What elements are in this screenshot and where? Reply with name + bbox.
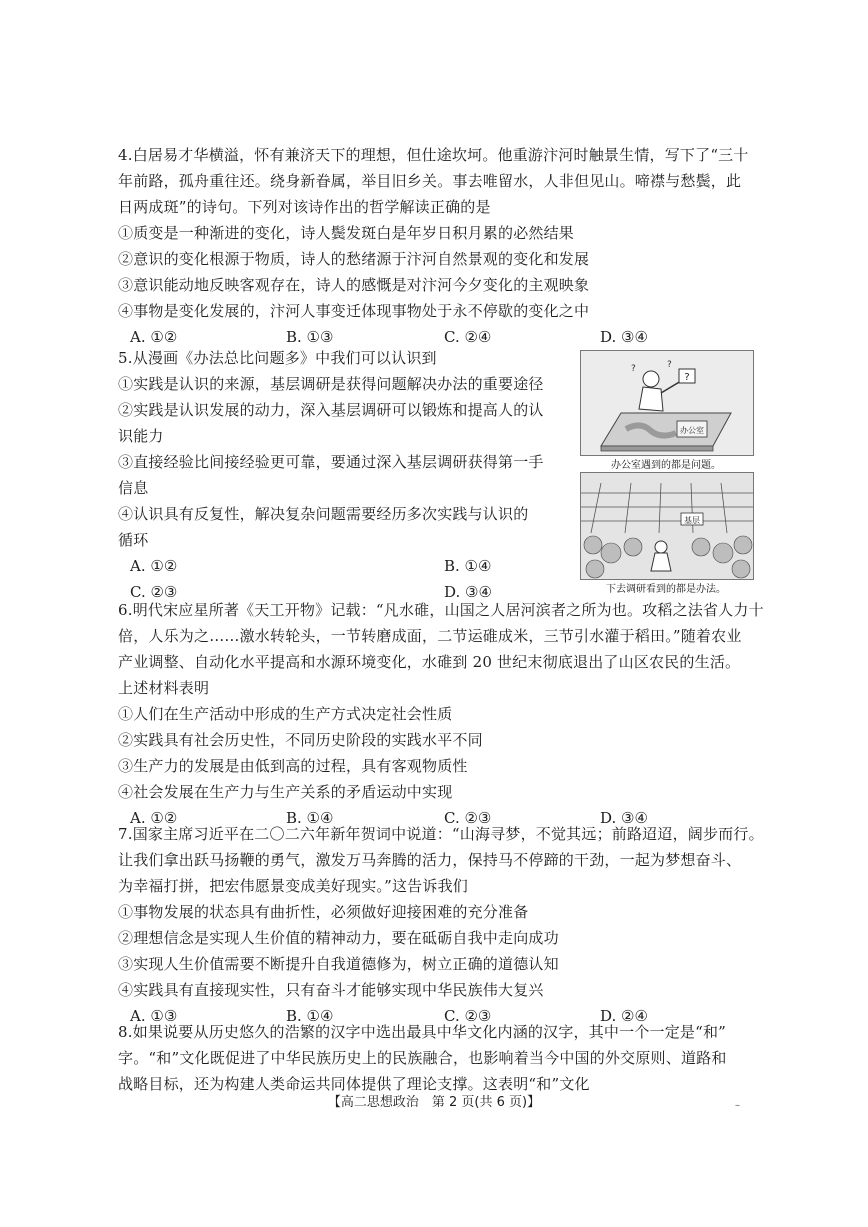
option-c: C. ②③ <box>130 583 178 601</box>
statement-4: ④实践具有直接现实性，只有奋斗才能够实现中华民族伟大复兴 <box>118 981 544 999</box>
question-4 <box>118 142 758 350</box>
svg-text:?: ? <box>631 364 636 374</box>
question-text-line: 5.从漫画《办法总比问题多》中我们可以认识到 <box>118 349 437 367</box>
cartoon-illustration <box>580 350 752 596</box>
answer-options-row-1 <box>118 553 578 579</box>
statement-2-cont: 识能力 <box>118 427 164 445</box>
svg-text:?: ? <box>667 360 672 370</box>
option-a: A. ①③ <box>130 1007 178 1025</box>
question-text-line: 倍，人乐为之……激水转轮头，一节转磨成面，二节运碓成米，三节引水灌于稻田。”随着农业 <box>118 627 742 645</box>
question-text-line: 上述材料表明 <box>118 679 210 697</box>
option-b: B. ①④ <box>286 1007 334 1025</box>
question-text-line: 产业调整、自动化水平提高和水源环境变化，水碓到 20 世纪末彻底退出了山区农民的生活。 <box>118 653 741 671</box>
question-text-line: 8.如果说要从历史悠久的浩繁的汉字中选出最具中华文化内涵的汉字，其中一个一定是“和” <box>118 1023 727 1041</box>
option-b: B. ①④ <box>286 809 334 827</box>
statement-3: ③生产力的发展是由低到高的过程，具有客观物质性 <box>118 757 468 775</box>
question-text-line: 7.国家主席习近平在二〇二六年新年贺词中说道：“山海寻梦，不觉其远；前路迢迢，阔步而行。 <box>118 825 764 843</box>
statement-4-cont: 循环 <box>118 531 149 549</box>
option-c: C. ②③ <box>444 809 492 827</box>
statement-2: ②实践具有社会历史性，不同历史阶段的实践水平不同 <box>118 731 483 749</box>
statement-1: ①人们在生产活动中形成的生产方式决定社会性质 <box>118 705 453 723</box>
question-text-line: 6.明代宋应星所著《天工开物》记载：“凡水碓，山国之人居河滨者之所为也。攻稻之法省人力十 <box>118 601 764 619</box>
option-b: B. ①④ <box>444 557 492 575</box>
option-c: C. ②③ <box>444 1007 492 1025</box>
option-a: A. ①② <box>130 809 178 827</box>
cartoon-office-panel <box>580 350 754 456</box>
option-c: C. ②④ <box>444 328 492 346</box>
page-footer: 【高二思想政治 第 2 页(共 6 页)】 <box>327 1095 541 1110</box>
option-d: D. ②④ <box>600 1007 648 1025</box>
statement-1: ①事物发展的状态具有曲折性，必须做好迎接困难的充分准备 <box>118 903 529 921</box>
question-7 <box>118 821 764 1029</box>
statement-2: ②意识的变化根源于物质，诗人的愁绪源于汴河自然景观的变化和发展 <box>118 250 590 268</box>
cartoon-field-panel <box>580 472 754 580</box>
corner-mark: – <box>735 1100 740 1111</box>
option-d: D. ③④ <box>600 328 648 346</box>
statement-1: ①实践是认识的来源，基层调研是获得问题解决办法的重要途径 <box>118 375 544 393</box>
statement-3: ③意识能动地反映客观存在，诗人的感慨是对汴河今夕变化的主观映象 <box>118 276 590 294</box>
field-caption: 下去调研看到的都是办法。 <box>606 584 726 595</box>
question-text-line: 字。“和”文化既促进了中华民族历史上的民族融合，也影响着当今中国的外交原则、道路和 <box>118 1049 727 1067</box>
statement-2: ②实践是认识发展的动力，深入基层调研可以锻炼和提高人的认 <box>118 401 544 419</box>
office-scene-image <box>581 351 753 455</box>
statement-1: ①质变是一种渐进的变化，诗人鬓发斑白是年岁日积月累的必然结果 <box>118 224 575 242</box>
statement-4: ④事物是变化发展的，汴河人事变迁体现事物处于永不停歇的变化之中 <box>118 302 590 320</box>
question-8 <box>118 1019 758 1097</box>
question-text-line: 为幸福打拼，把宏伟愿景变成美好现实。”这告诉我们 <box>118 877 468 895</box>
statement-3-cont: 信息 <box>118 479 149 497</box>
office-caption: 办公室遇到的都是问题。 <box>611 460 721 471</box>
option-d: D. ③④ <box>444 583 492 601</box>
question-text-line: 年前路，孤舟重往还。绕身新眷属，举目旧乡关。事去唯留水，人非但见山。啼襟与愁鬓，此 <box>118 172 742 190</box>
question-5 <box>118 345 578 605</box>
statement-2: ②理想信念是实现人生价值的精神动力，要在砥砺自我中走向成功 <box>118 929 559 947</box>
sign-label: 基层 <box>684 516 700 525</box>
question-6 <box>118 597 764 831</box>
question-text-line: 战略目标，还为构建人类命运共同体提供了理论支撑。这表明“和”文化 <box>118 1075 590 1093</box>
svg-text:?: ? <box>684 372 690 383</box>
desk-label: 办公室 <box>680 426 704 435</box>
option-d: D. ③④ <box>600 809 648 827</box>
field-scene-image <box>581 473 753 579</box>
statement-3: ③直接经验比间接经验更可靠，要通过深入基层调研获得第一手 <box>118 453 544 471</box>
option-a: A. ①② <box>130 557 178 575</box>
statement-4: ④认识具有反复性，解决复杂问题需要经历多次实践与认识的 <box>118 505 529 523</box>
option-a: A. ①② <box>130 328 178 346</box>
question-text-line: 4.白居易才华横溢，怀有兼济天下的理想，但仕途坎坷。他重游汴河时触景生情，写下了“三十 <box>118 146 749 164</box>
option-b: B. ①③ <box>286 328 334 346</box>
statement-3: ③实现人生价值需要不断提升自我道德修为，树立正确的道德认知 <box>118 955 559 973</box>
statement-4: ④社会发展在生产力与生产关系的矛盾运动中实现 <box>118 783 453 801</box>
question-text-line: 让我们拿出跃马扬鞭的勇气，激发万马奔腾的活力，保持马不停蹄的干劲，一起为梦想奋斗、 <box>118 851 742 869</box>
question-text-line: 日两成斑”的诗句。下列对该诗作出的哲学解读正确的是 <box>118 198 491 216</box>
